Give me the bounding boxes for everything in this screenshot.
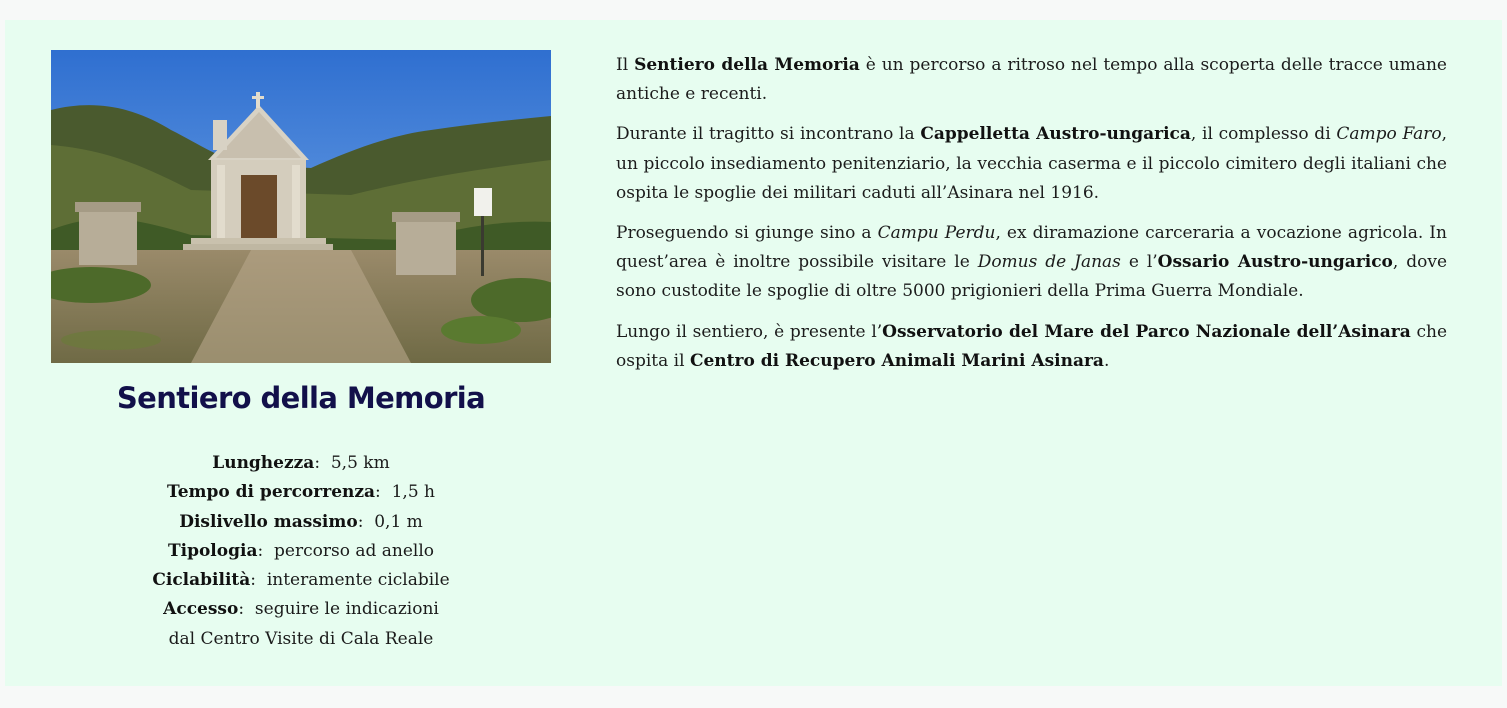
- fact-value: percorso ad anello: [274, 540, 435, 561]
- fact-elevation: [51, 508, 551, 537]
- description-paragraph-1: [616, 51, 1447, 109]
- fact-separator: :: [238, 599, 245, 620]
- text-run: Lungo il sentiero, è presente l’: [616, 321, 883, 342]
- trail-description: [616, 51, 1447, 387]
- text-run: Il: [616, 55, 635, 75]
- chapel-photo: [51, 50, 551, 363]
- fact-access: [51, 595, 551, 624]
- fact-label: Lunghezza: [212, 453, 315, 473]
- description-paragraph-4: [616, 318, 1447, 376]
- fact-separator: :: [314, 453, 321, 473]
- description-paragraph-3: [616, 219, 1447, 307]
- fact-value: 1,5 h: [391, 482, 435, 503]
- fact-cycling: [51, 566, 551, 595]
- bold-text: Sentiero della Memoria: [634, 55, 860, 75]
- italic-text: Domus de Janas: [977, 252, 1121, 273]
- fact-length: [51, 449, 551, 478]
- fact-label: Dislivello massimo: [179, 511, 358, 532]
- text-run: , il complesso di: [1190, 124, 1337, 145]
- fact-separator: :: [257, 540, 264, 561]
- text-run: .: [1103, 350, 1110, 371]
- text-run: che ospita il: [616, 321, 1448, 371]
- bold-text: Cappelletta Austro-ungarica: [920, 124, 1191, 145]
- text-run: Durante il tragitto si incontrano la: [616, 124, 921, 145]
- italic-text: Campu Perdu: [877, 223, 996, 244]
- fact-separator: :: [375, 482, 381, 503]
- fact-label: Tempo di percorrenza: [167, 482, 376, 503]
- text-run: Proseguendo si giunge sino a: [616, 223, 878, 244]
- chapel-photo-illustration: [51, 50, 551, 363]
- bold-text: Osservatorio del Mare del Parco Nazionale dell’Asinara: [882, 321, 1411, 342]
- text-run: e l’: [1120, 252, 1158, 273]
- trail-facts: [51, 449, 551, 654]
- fact-label: Accesso: [163, 599, 239, 620]
- fact-label: Tipologia: [167, 540, 258, 561]
- description-paragraph-2: [616, 120, 1447, 208]
- trail-card: [51, 50, 551, 654]
- fact-value: 0,1 m: [374, 511, 423, 532]
- fact-separator: :: [357, 511, 364, 532]
- fact-label: Ciclabilità: [152, 570, 251, 591]
- bold-text: Centro di Recupero Animali Marini Asinara: [689, 350, 1104, 371]
- content-panel: [5, 20, 1502, 686]
- fact-value: interamente ciclabile: [266, 570, 450, 591]
- fact-separator: :: [250, 570, 257, 591]
- fact-value: seguire le indicazioni: [254, 599, 439, 620]
- bold-text: Ossario Austro-ungarico: [1157, 252, 1393, 273]
- fact-access-continued: dal Centro Visite di Cala Reale: [168, 628, 434, 649]
- fact-value: 5,5 km: [330, 453, 390, 473]
- fact-type: [51, 537, 551, 566]
- italic-text: Campo Faro: [1336, 124, 1442, 145]
- trail-title: Sentiero della Memoria: [116, 381, 486, 415]
- text-run: è un percorso a ritroso nel tempo alla scoperta delle tracce umane antiche e recenti.: [616, 55, 1447, 105]
- fact-duration: [51, 478, 551, 507]
- text-run: , un piccolo insediamento penitenziario, la vecchia caserma e il piccolo cimitero degli italiani che ospita le spoglie dei militari caduti all’Asinara nel 1916.: [616, 124, 1448, 203]
- text-run: , ex diramazione carceraria a vocazione agricola. In quest’area è inoltre possibile visitare le: [616, 223, 1447, 273]
- text-run: , dove sono custodite le spoglie di oltre 5000 prigionieri della Prima Guerra Mondiale.: [616, 252, 1448, 302]
